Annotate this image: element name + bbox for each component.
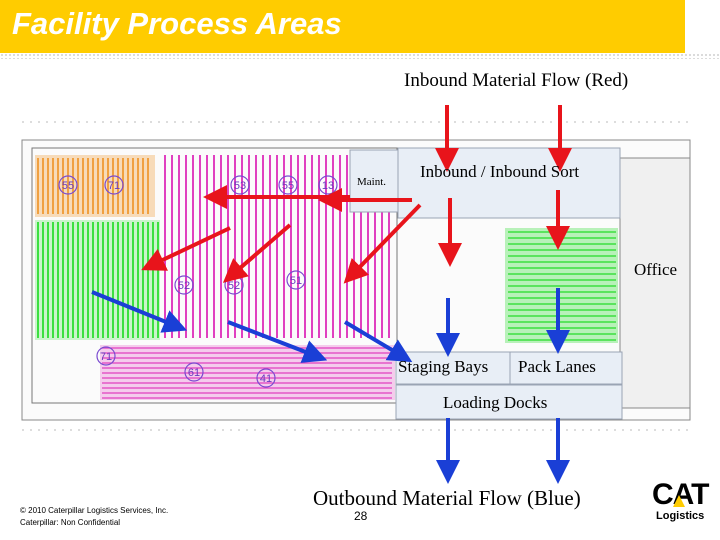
area-number: 52 [177,280,191,292]
inbound-sort-area [398,148,620,218]
inbound-flow-label: Inbound Material Flow (Red) [404,70,629,91]
logo-brand: CAT [652,478,709,511]
confidential-text: Caterpillar: Non Confidential [20,518,121,527]
page-number: 28 [354,509,368,523]
area-number: 71 [107,180,121,192]
area-number: 53 [233,180,247,192]
copyright-text: © 2010 Caterpillar Logistics Services, Inc. [20,506,169,515]
inbound-sort-label: Inbound / Inbound Sort [420,162,580,181]
area-number: 52 [227,280,241,292]
pack-lanes-label: Pack Lanes [518,357,596,376]
maint-label: Maint. [357,176,387,188]
area-number: 41 [259,373,273,385]
loading-docks-label: Loading Docks [443,393,548,412]
area-number: 51 [289,275,303,287]
logo-triangle-icon [673,495,685,507]
cat-logistics-logo [652,478,708,528]
office-label: Office [634,260,678,279]
slide-title: Facility Process Areas [12,6,342,41]
area-number: 61 [187,367,201,379]
staging-bays-label: Staging Bays [398,357,489,376]
area-number: 13 [321,180,335,192]
outbound-flow-label: Outbound Material Flow (Blue) [313,486,581,510]
area-number: 55 [281,180,295,192]
area-number: 71 [99,351,113,363]
logo-sub: Logistics [656,510,705,522]
area-number: 55 [61,180,75,192]
